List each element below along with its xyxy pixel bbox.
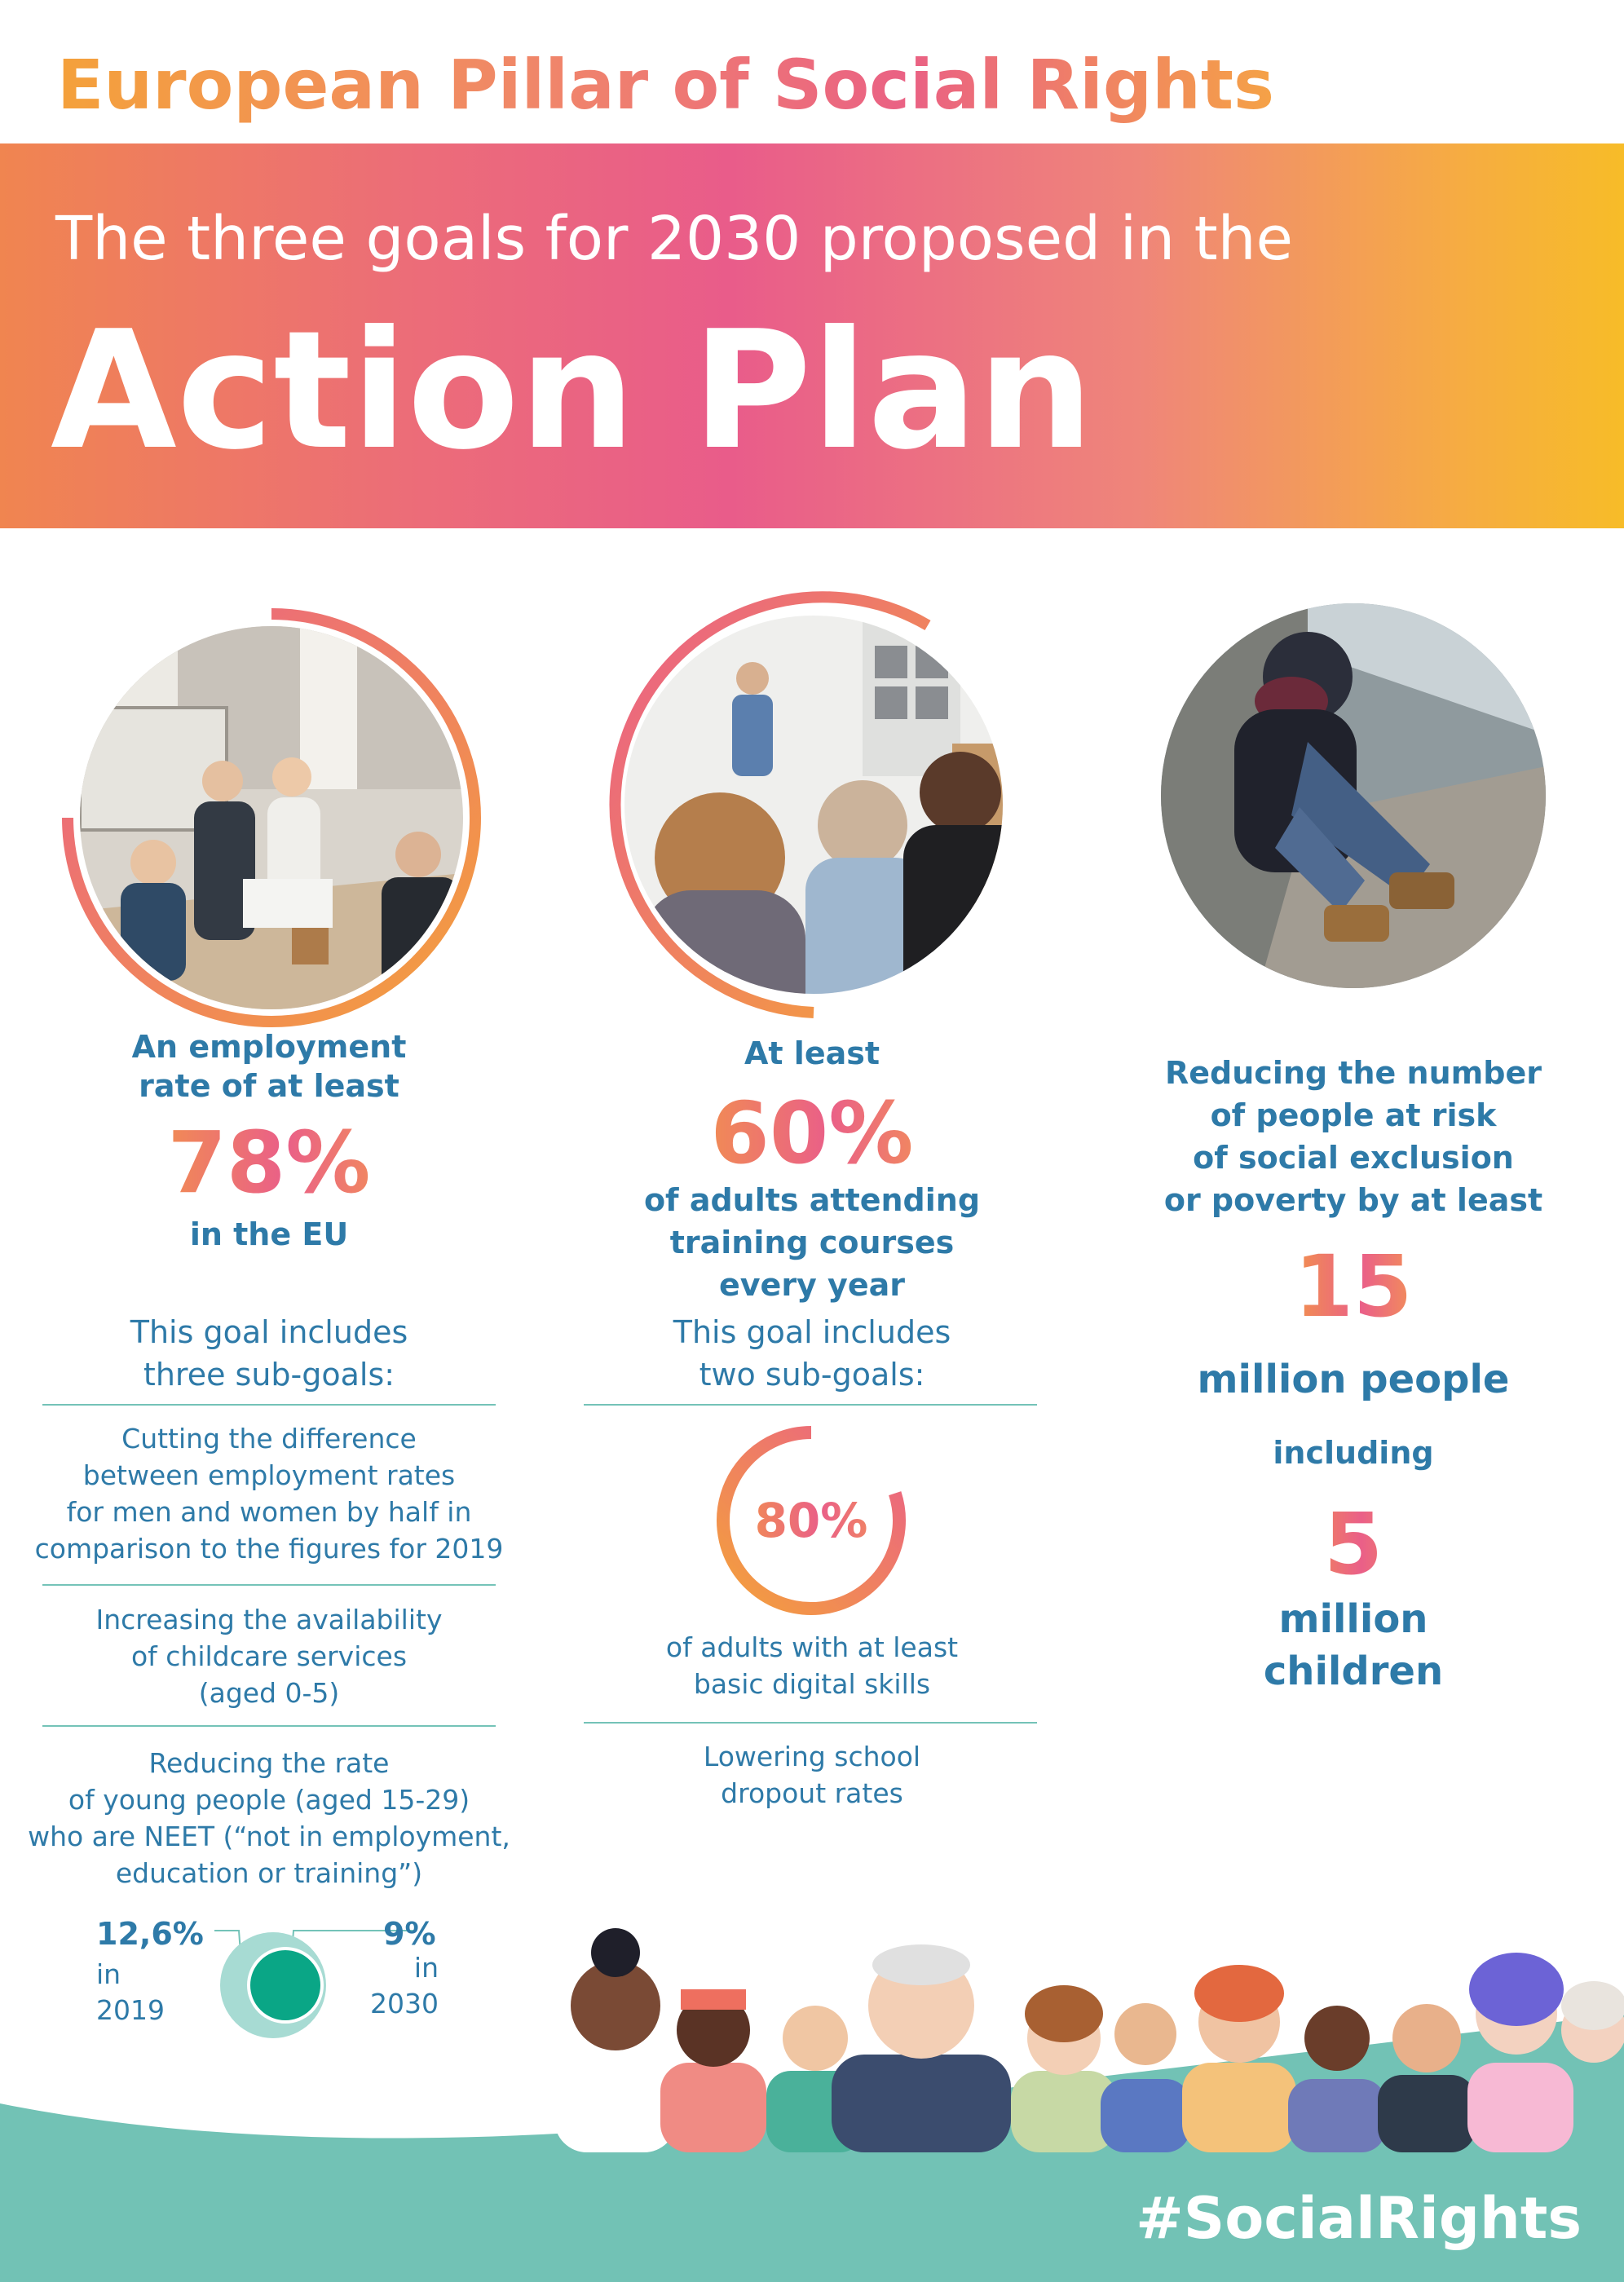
employment-subgoals-intro-2: three sub-goals: [143, 1357, 395, 1393]
poverty-line-4: or poverty by at least [1163, 1182, 1543, 1218]
poverty-value-2: 5 [1272, 1495, 1435, 1593]
poverty-value-1: 15 [1272, 1238, 1435, 1335]
training-subgoal-1: of adults with at least basic digital skills [665, 1631, 959, 1700]
training-line-2: of adults attending [643, 1182, 981, 1218]
poverty-unit-2: million children [1263, 1596, 1444, 1694]
poverty-line-1: Reducing the number [1165, 1055, 1542, 1091]
neet-2030-value: 9% [383, 1916, 436, 1952]
top-title: European Pillar of Social Rights [57, 45, 1275, 125]
crowd-illustration [538, 1916, 1624, 2152]
employment-line-2: rate of at least [139, 1068, 399, 1104]
neet-2019-label: in 2019 [96, 1958, 165, 2026]
training-value: 60% [649, 1084, 975, 1182]
training-subgoals-intro-1: This goal includes [673, 1314, 951, 1350]
banner-subtitle: The three goals for 2030 proposed in the [55, 204, 1294, 274]
divider [584, 1722, 1037, 1724]
divider [42, 1404, 496, 1406]
training-subgoals-intro-2: two sub-goals: [699, 1357, 925, 1393]
training-line-3: training courses [669, 1225, 955, 1260]
neet-2030-label: in 2030 [370, 1952, 439, 2019]
employment-subgoal-2: Increasing the availability of childcare services (aged 0-5) [95, 1604, 443, 1709]
employment-subgoals-intro-1: This goal includes [130, 1314, 408, 1350]
poverty-line-3: of social exclusion [1193, 1140, 1514, 1176]
poverty-line-2: of people at risk [1210, 1097, 1497, 1133]
employment-photo [55, 602, 488, 1034]
training-subgoal-2: Lowering school dropout rates [703, 1741, 921, 1809]
training-line-1: At least [744, 1035, 880, 1071]
banner-title: Action Plan [51, 296, 1094, 486]
employment-line-1: An employment [131, 1029, 407, 1065]
poverty-unit-1: million people [1197, 1357, 1510, 1402]
training-photo [594, 580, 1034, 1021]
digital-skills-value: 80% [709, 1492, 913, 1549]
poverty-including: including [1273, 1435, 1434, 1471]
employment-subgoal-1: Cutting the difference between employment rates for men and women by half in comparison to the figures for 2019 [34, 1423, 504, 1565]
poverty-photo [1161, 603, 1546, 988]
divider [584, 1404, 1037, 1406]
employment-line-3: in the EU [189, 1216, 349, 1252]
training-line-4: every year [719, 1267, 905, 1303]
divider [42, 1584, 496, 1586]
hashtag: #SocialRights [1136, 2185, 1582, 2252]
divider [42, 1725, 496, 1727]
employment-value: 78% [106, 1114, 432, 1212]
employment-subgoal-3: Reducing the rate of young people (aged 15-29) who are NEET (“not in employment, education or training”) [28, 1747, 510, 1889]
neet-2019-value: 12,6% [96, 1916, 204, 1952]
